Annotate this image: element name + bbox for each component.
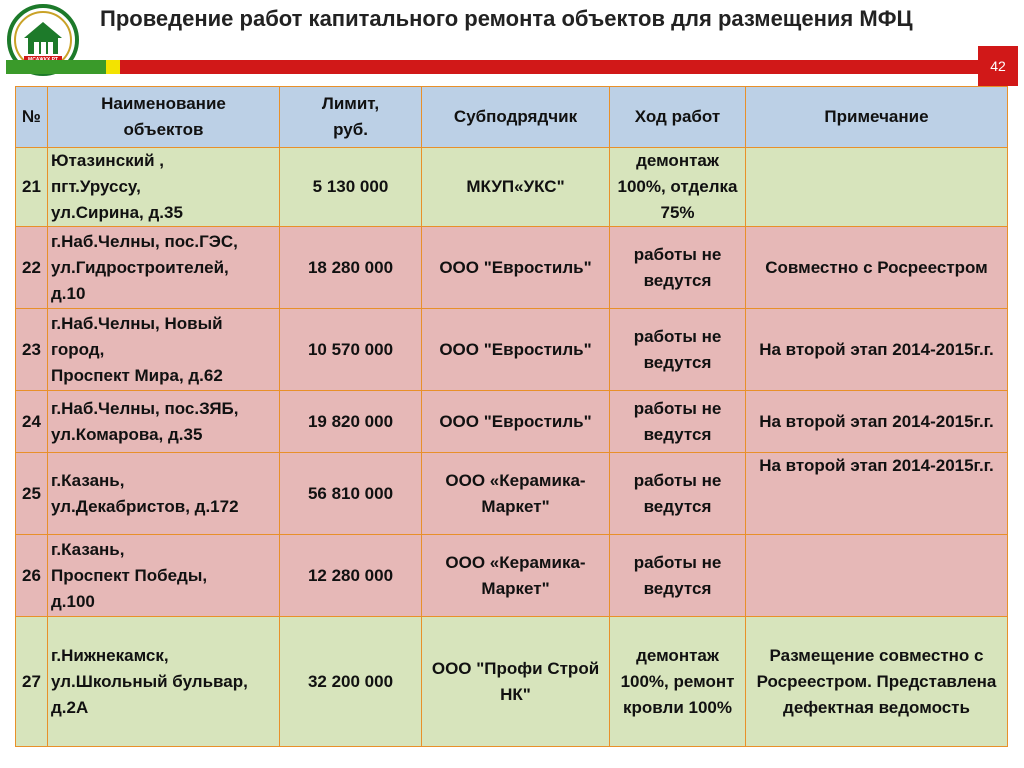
progress-value: работы не ведутся bbox=[610, 391, 746, 453]
object-name bbox=[48, 535, 280, 617]
object-name-line: г.Нижнекамск, bbox=[51, 645, 169, 665]
contractor-value: ООО "Евростиль" bbox=[422, 227, 610, 309]
limit-value: 5 130 000 bbox=[280, 148, 422, 227]
contractor-value: ООО "Профи Строй НК" bbox=[422, 617, 610, 747]
table-header-row bbox=[16, 87, 1008, 148]
table-row bbox=[16, 309, 1008, 391]
row-number: 27 bbox=[16, 617, 48, 747]
note-value: На второй этап 2014-2015г.г. bbox=[746, 391, 1008, 453]
contractor-value: ООО «Керамика-Маркет" bbox=[422, 453, 610, 535]
object-name-line: г.Наб.Челны, пос.ЗЯБ, bbox=[51, 398, 239, 418]
table-row bbox=[16, 535, 1008, 617]
object-name-line: ул.Комарова, д.35 bbox=[51, 424, 203, 444]
column-header-note: Примечание bbox=[746, 87, 1008, 148]
column-header-contractor: Субподрядчик bbox=[422, 87, 610, 148]
note-value bbox=[746, 148, 1008, 227]
object-name bbox=[48, 617, 280, 747]
stripe-green bbox=[6, 60, 106, 74]
object-name-line: д.2А bbox=[51, 697, 89, 717]
progress-value: демонтаж 100%, ремонт кровли 100% bbox=[610, 617, 746, 747]
progress-value: работы не ведутся bbox=[610, 309, 746, 391]
page-number: 42 bbox=[978, 46, 1018, 86]
row-number: 25 bbox=[16, 453, 48, 535]
contractor-value: ООО "Евростиль" bbox=[422, 309, 610, 391]
table-row bbox=[16, 453, 1008, 535]
contractor-value: МКУП«УКС" bbox=[422, 148, 610, 227]
object-name-line: г.Казань, bbox=[51, 470, 125, 490]
table-row bbox=[16, 227, 1008, 309]
stripe-yellow bbox=[106, 60, 120, 74]
row-number: 22 bbox=[16, 227, 48, 309]
object-name bbox=[48, 148, 280, 227]
note-value: Размещение совместно с Росреестром. Представлена дефектная ведомость bbox=[746, 617, 1008, 747]
object-name-line: Ютазинский , bbox=[51, 151, 164, 170]
progress-value: демонтаж 100%, отделка 75% bbox=[610, 148, 746, 227]
object-name-line: ул.Декабристов, д.172 bbox=[51, 496, 239, 516]
object-name-line: г.Наб.Челны, Новый bbox=[51, 313, 223, 333]
limit-value: 10 570 000 bbox=[280, 309, 422, 391]
limit-value: 19 820 000 bbox=[280, 391, 422, 453]
contractor-value: ООО «Керамика-Маркет" bbox=[422, 535, 610, 617]
object-name-line: г.Казань, bbox=[51, 539, 125, 559]
note-value: Совместно с Росреестром bbox=[746, 227, 1008, 309]
object-name bbox=[48, 309, 280, 391]
progress-value: работы не ведутся bbox=[610, 227, 746, 309]
object-name-line: д.100 bbox=[51, 591, 95, 611]
object-name-line: д.10 bbox=[51, 283, 86, 303]
table-row bbox=[16, 391, 1008, 453]
object-name-line: г.Наб.Челны, пос.ГЭС, bbox=[51, 231, 238, 251]
note-value: На второй этап 2014-2015г.г. bbox=[746, 453, 1008, 535]
table-row bbox=[16, 617, 1008, 747]
note-value: На второй этап 2014-2015г.г. bbox=[746, 309, 1008, 391]
row-number: 21 bbox=[16, 148, 48, 227]
object-name-line: пгт.Уруссу, bbox=[51, 177, 141, 196]
object-name-line: ул.Сирина, д.35 bbox=[51, 203, 183, 222]
column-header-progress: Ход работ bbox=[610, 87, 746, 148]
object-name bbox=[48, 453, 280, 535]
limit-value: 18 280 000 bbox=[280, 227, 422, 309]
object-name-line: город, bbox=[51, 339, 105, 359]
column-header-number: № bbox=[16, 87, 48, 148]
row-number: 23 bbox=[16, 309, 48, 391]
object-name bbox=[48, 227, 280, 309]
stripe-red bbox=[120, 60, 996, 74]
note-value bbox=[746, 535, 1008, 617]
object-name-line: Проспект Победы, bbox=[51, 565, 208, 585]
column-header-name: Наименование объектов bbox=[48, 87, 280, 148]
object-name-line: ул.Школьный бульвар, bbox=[51, 671, 248, 691]
object-name bbox=[48, 391, 280, 453]
contractor-value: ООО "Евростиль" bbox=[422, 391, 610, 453]
objects-table bbox=[15, 86, 1008, 747]
row-number: 26 bbox=[16, 535, 48, 617]
object-name-line: Проспект Мира, д.62 bbox=[51, 365, 223, 385]
limit-value: 32 200 000 bbox=[280, 617, 422, 747]
row-number: 24 bbox=[16, 391, 48, 453]
column-header-limit: Лимит, руб. bbox=[280, 87, 422, 148]
limit-value: 56 810 000 bbox=[280, 453, 422, 535]
progress-value: работы не ведутся bbox=[610, 453, 746, 535]
object-name-line: ул.Гидростроителей, bbox=[51, 257, 229, 277]
progress-value: работы не ведутся bbox=[610, 535, 746, 617]
table-row bbox=[16, 148, 1008, 227]
page-title: Проведение работ капитального ремонта объектов для размещения МФЦ bbox=[100, 6, 913, 31]
limit-value: 12 280 000 bbox=[280, 535, 422, 617]
